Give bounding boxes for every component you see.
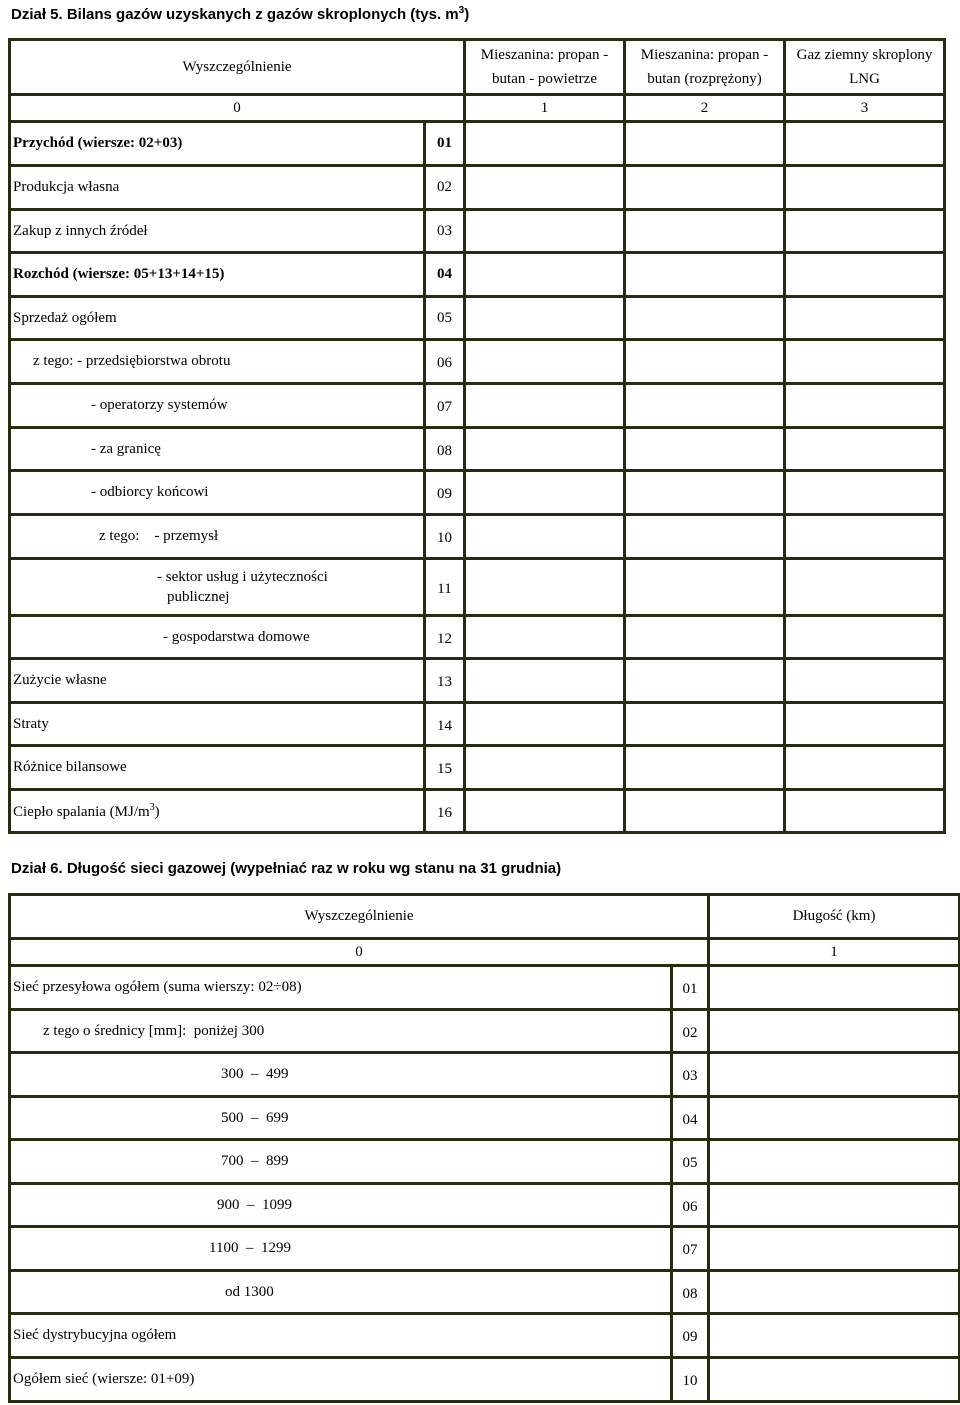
row-label: - za granicę <box>10 428 425 471</box>
value-cell[interactable] <box>709 1227 960 1271</box>
row-label: Przychód (wiersze: 02+03) <box>10 122 425 166</box>
value-cell[interactable] <box>625 253 785 297</box>
row-code: 02 <box>425 166 465 210</box>
row-code: 07 <box>672 1227 709 1271</box>
row-label: - operatorzy systemów <box>10 384 425 428</box>
row-code: 13 <box>425 659 465 703</box>
value-cell[interactable] <box>625 703 785 746</box>
header-index-2: 2 <box>625 95 785 122</box>
value-cell[interactable] <box>785 790 945 833</box>
value-cell[interactable] <box>785 703 945 746</box>
value-cell[interactable] <box>785 253 945 297</box>
row-label: od 1300 <box>10 1271 672 1314</box>
row-code: 03 <box>425 210 465 253</box>
value-cell[interactable] <box>465 340 625 384</box>
row-label: Różnice bilansowe <box>10 746 425 790</box>
table-row <box>10 559 945 616</box>
row-code: 05 <box>425 297 465 340</box>
value-cell[interactable] <box>785 659 945 703</box>
table-row <box>10 515 945 559</box>
value-cell[interactable] <box>465 559 625 616</box>
value-cell[interactable] <box>785 384 945 428</box>
value-cell[interactable] <box>465 703 625 746</box>
value-cell[interactable] <box>709 966 960 1010</box>
row-code: 02 <box>672 1010 709 1053</box>
value-cell[interactable] <box>625 746 785 790</box>
row-code: 10 <box>672 1358 709 1402</box>
table-row <box>10 471 945 515</box>
value-cell[interactable] <box>465 746 625 790</box>
header-index-1: 1 <box>709 939 960 966</box>
row-code: 09 <box>425 471 465 515</box>
value-cell[interactable] <box>625 384 785 428</box>
value-cell[interactable] <box>785 122 945 166</box>
value-cell[interactable] <box>465 515 625 559</box>
row-code: 09 <box>672 1314 709 1358</box>
value-cell[interactable] <box>709 1053 960 1097</box>
header-col1: Mieszanina: propan - butan - powietrze <box>465 40 625 95</box>
value-cell[interactable] <box>709 1271 960 1314</box>
header-col3: Gaz ziemny skroplony LNG <box>785 40 945 95</box>
value-cell[interactable] <box>785 515 945 559</box>
row-code: 05 <box>672 1140 709 1184</box>
value-cell[interactable] <box>625 471 785 515</box>
value-cell[interactable] <box>625 659 785 703</box>
header-length: Długość (km) <box>709 895 960 939</box>
section5-title: Dział 5. Bilans gazów uzyskanych z gazów skroplonych (tys. $m^3$) <box>11 5 470 23</box>
row-label: Sprzedaż ogółem <box>10 297 425 340</box>
row-label: - gospodarstwa domowe <box>10 616 425 659</box>
value-cell[interactable] <box>785 297 945 340</box>
row-label: Straty <box>10 703 425 746</box>
value-cell[interactable] <box>785 210 945 253</box>
row-code: 10 <box>425 515 465 559</box>
row-label: - sektor usług i użyteczności publicznej <box>10 559 425 616</box>
value-cell[interactable] <box>785 166 945 210</box>
table-row <box>10 384 945 428</box>
table-row <box>10 790 945 833</box>
table-row <box>10 1097 960 1140</box>
table-row <box>10 1271 960 1314</box>
row-label: z tego o średnicy [mm]: poniżej 300 <box>10 1010 672 1053</box>
row-label: z tego: - przedsiębiorstwa obrotu <box>10 340 425 384</box>
section5-table <box>8 38 946 834</box>
row-code: 07 <box>425 384 465 428</box>
row-code: 16 <box>425 790 465 833</box>
value-cell[interactable] <box>465 428 625 471</box>
row-label: 500 – 699 <box>10 1097 672 1140</box>
table-row <box>10 1358 960 1402</box>
value-cell[interactable] <box>465 384 625 428</box>
row-code: 06 <box>672 1184 709 1227</box>
table-row <box>10 1184 960 1227</box>
table-row <box>10 210 945 253</box>
row-code: 11 <box>425 559 465 616</box>
value-cell[interactable] <box>625 340 785 384</box>
row-code: 12 <box>425 616 465 659</box>
value-cell[interactable] <box>465 471 625 515</box>
table-row <box>10 746 945 790</box>
row-label: Zakup z innych źródeł <box>10 210 425 253</box>
value-cell[interactable] <box>625 297 785 340</box>
section6-title: Dział 6. Długość sieci gazowej (wypełniać raz w roku wg stanu na 31 grudnia) <box>11 860 562 877</box>
value-cell[interactable] <box>465 659 625 703</box>
table-row <box>10 1053 960 1097</box>
table-row <box>10 428 945 471</box>
table-row <box>10 253 945 297</box>
row-code: 01 <box>425 122 465 166</box>
table-row <box>10 1140 960 1184</box>
table-row <box>10 1227 960 1271</box>
row-label: 300 – 499 <box>10 1053 672 1097</box>
row-label: z tego: - przemysł <box>10 515 425 559</box>
value-cell[interactable] <box>625 210 785 253</box>
value-cell[interactable] <box>625 122 785 166</box>
row-label: Zużycie własne <box>10 659 425 703</box>
value-cell[interactable] <box>465 122 625 166</box>
value-cell[interactable] <box>709 1097 960 1140</box>
value-cell[interactable] <box>785 471 945 515</box>
row-code: 15 <box>425 746 465 790</box>
table-row <box>10 1314 960 1358</box>
table-row <box>10 966 960 1010</box>
value-cell[interactable] <box>625 559 785 616</box>
value-cell[interactable] <box>625 166 785 210</box>
row-label: 1100 – 1299 <box>10 1227 672 1271</box>
value-cell[interactable] <box>625 790 785 833</box>
row-code: 01 <box>672 966 709 1010</box>
value-cell[interactable] <box>625 616 785 659</box>
row-code: 08 <box>425 428 465 471</box>
value-cell[interactable] <box>625 515 785 559</box>
value-cell[interactable] <box>465 297 625 340</box>
header-description: Wyszczególnienie <box>10 40 465 95</box>
row-label: Produkcja własna <box>10 166 425 210</box>
row-code: 04 <box>425 253 465 297</box>
table-row <box>10 166 945 210</box>
value-cell[interactable] <box>709 1184 960 1227</box>
table-row <box>10 659 945 703</box>
row-code: 04 <box>672 1097 709 1140</box>
value-cell[interactable] <box>785 559 945 616</box>
row-label: 900 – 1099 <box>10 1184 672 1227</box>
table-row <box>10 1010 960 1053</box>
table-row <box>10 703 945 746</box>
value-cell[interactable] <box>709 1140 960 1184</box>
value-cell[interactable] <box>785 428 945 471</box>
table-row <box>10 616 945 659</box>
row-label: 700 – 899 <box>10 1140 672 1184</box>
value-cell[interactable] <box>465 616 625 659</box>
table-row <box>10 340 945 384</box>
header-index-3: 3 <box>785 95 945 122</box>
row-code: 06 <box>425 340 465 384</box>
row-label: Sieć dystrybucyjna ogółem <box>10 1314 672 1358</box>
value-cell[interactable] <box>785 746 945 790</box>
value-cell[interactable] <box>709 1314 960 1358</box>
table-row <box>10 297 945 340</box>
header-description: Wyszczególnienie <box>10 895 709 939</box>
value-cell[interactable] <box>465 253 625 297</box>
row-code: 08 <box>672 1271 709 1314</box>
row-label: Ciepło spalania $(MJ/m^3)$ <box>10 790 425 833</box>
value-cell[interactable] <box>785 616 945 659</box>
value-cell[interactable] <box>709 1358 960 1402</box>
header-col2: Mieszanina: propan - butan (rozprężony) <box>625 40 785 95</box>
value-cell[interactable] <box>465 790 625 833</box>
header-index-0: 0 <box>10 939 709 966</box>
row-label: - odbiorcy końcowi <box>10 471 425 515</box>
row-label: Sieć przesyłowa ogółem (suma wierszy: 02÷08) <box>10 966 672 1010</box>
value-cell[interactable] <box>625 428 785 471</box>
row-label: Ogółem sieć (wiersze: 01+09) <box>10 1358 672 1402</box>
row-code: 03 <box>672 1053 709 1097</box>
row-code: 14 <box>425 703 465 746</box>
header-index-0: 0 <box>10 95 465 122</box>
value-cell[interactable] <box>465 166 625 210</box>
value-cell[interactable] <box>465 210 625 253</box>
header-index-1: 1 <box>465 95 625 122</box>
table-row <box>10 122 945 166</box>
row-label: Rozchód (wiersze: 05+13+14+15) <box>10 253 425 297</box>
value-cell[interactable] <box>709 1010 960 1053</box>
value-cell[interactable] <box>785 340 945 384</box>
section6-table <box>8 893 960 1403</box>
